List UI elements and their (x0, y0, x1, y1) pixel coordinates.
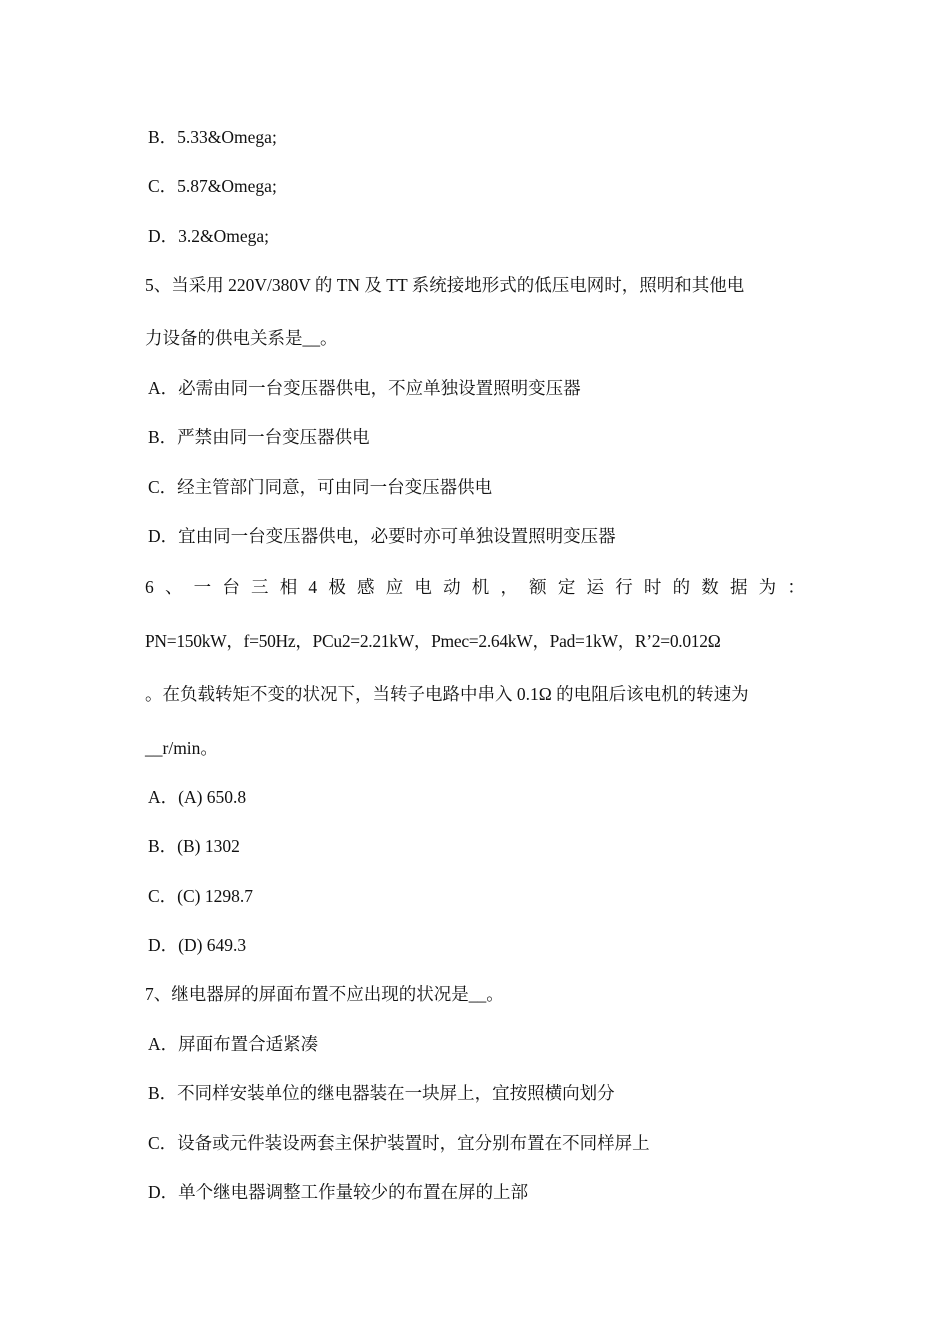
q5-option-d: D．宜由同一台变压器供电，必要时亦可单独设置照明变压器 (148, 526, 616, 546)
q5-option-c: C．经主管部门同意，可由同一台变压器供电 (148, 477, 493, 497)
q6-stem-char: 行 (615, 577, 633, 597)
q6-stem-char: 动 (443, 577, 461, 597)
q7-stem: 7、继电器屏的屏面布置不应出现的状况是__。 (145, 984, 504, 1004)
q7-option-b: B．不同样安装单位的继电器装在一块屏上，宜按照横向划分 (148, 1083, 615, 1103)
q5-stem-line-1: 5、当采用 220V/380V 的 TN 及 TT 系统接地形式的低压电网时，照明和其他电 (145, 275, 745, 295)
q6-stem-char: 一 (193, 577, 212, 597)
q6-stem-char: ， (500, 577, 518, 597)
q6-stem-char: 感 (357, 577, 375, 597)
q6-stem-char: ： (787, 577, 805, 597)
q6-stem-char: 台 (222, 577, 240, 597)
q6-stem-char: 时 (643, 577, 662, 597)
q6-stem-char: 应 (385, 577, 404, 597)
q5-option-a: A．必需由同一台变压器供电，不应单独设置照明变压器 (148, 378, 581, 398)
q6-stem-char: 运 (586, 577, 604, 597)
q6-stem-char: 电 (414, 577, 432, 597)
q6-stem-char: 、 (164, 577, 183, 597)
q6-stem-char: 数 (701, 577, 719, 597)
q6-stem-char: 机 (471, 577, 490, 597)
q6-stem-char: 相 (279, 577, 298, 597)
q6-stem-line-1 (145, 575, 805, 599)
q6-stem-char: 4 (308, 577, 318, 597)
q4-option-c: C．5.87&Omega; (148, 176, 277, 196)
q5-option-b: B．严禁由同一台变压器供电 (148, 427, 370, 447)
q6-stem-char: 为 (758, 577, 777, 597)
q7-option-a: A．屏面布置合适紧凑 (148, 1034, 319, 1054)
q6-stem-char: 的 (672, 577, 691, 597)
q6-stem-char: 据 (729, 577, 748, 597)
q6-stem-line-4: __r/min。 (145, 738, 218, 758)
q6-stem-char: 极 (328, 577, 346, 597)
q5-stem-line-2: 力设备的供电关系是__。 (145, 328, 338, 348)
q7-option-d: D．单个继电器调整工作量较少的布置在屏的上部 (148, 1182, 529, 1202)
q6-stem-char: 6 (145, 577, 154, 597)
q6-stem-char: 三 (251, 577, 269, 597)
q6-option-b: B．(B) 1302 (148, 836, 240, 856)
q6-stem-char: 额 (529, 577, 547, 597)
q6-option-d: D．(D) 649.3 (148, 935, 247, 955)
q4-option-d: D．3.2&Omega; (148, 226, 270, 246)
q7-option-c: C．设备或元件装设两套主保护装置时，宜分别布置在不同样屏上 (148, 1133, 650, 1153)
q6-option-c: C．(C) 1298.7 (148, 886, 253, 906)
q6-stem-line-3: 。在负载转矩不变的状况下，当转子电路中串入 0.1Ω 的电阻后该电机的转速为 (145, 684, 749, 704)
q4-option-b: B．5.33&Omega; (148, 127, 277, 147)
q6-option-a: A．(A) 650.8 (148, 787, 247, 807)
q6-stem-line-2: PN=150kW，f=50Hz，PCu2=2.21kW，Pmec=2.64kW，Pad=1kW，R’2=0.012Ω (145, 631, 721, 651)
q6-stem-char: 定 (557, 577, 576, 597)
